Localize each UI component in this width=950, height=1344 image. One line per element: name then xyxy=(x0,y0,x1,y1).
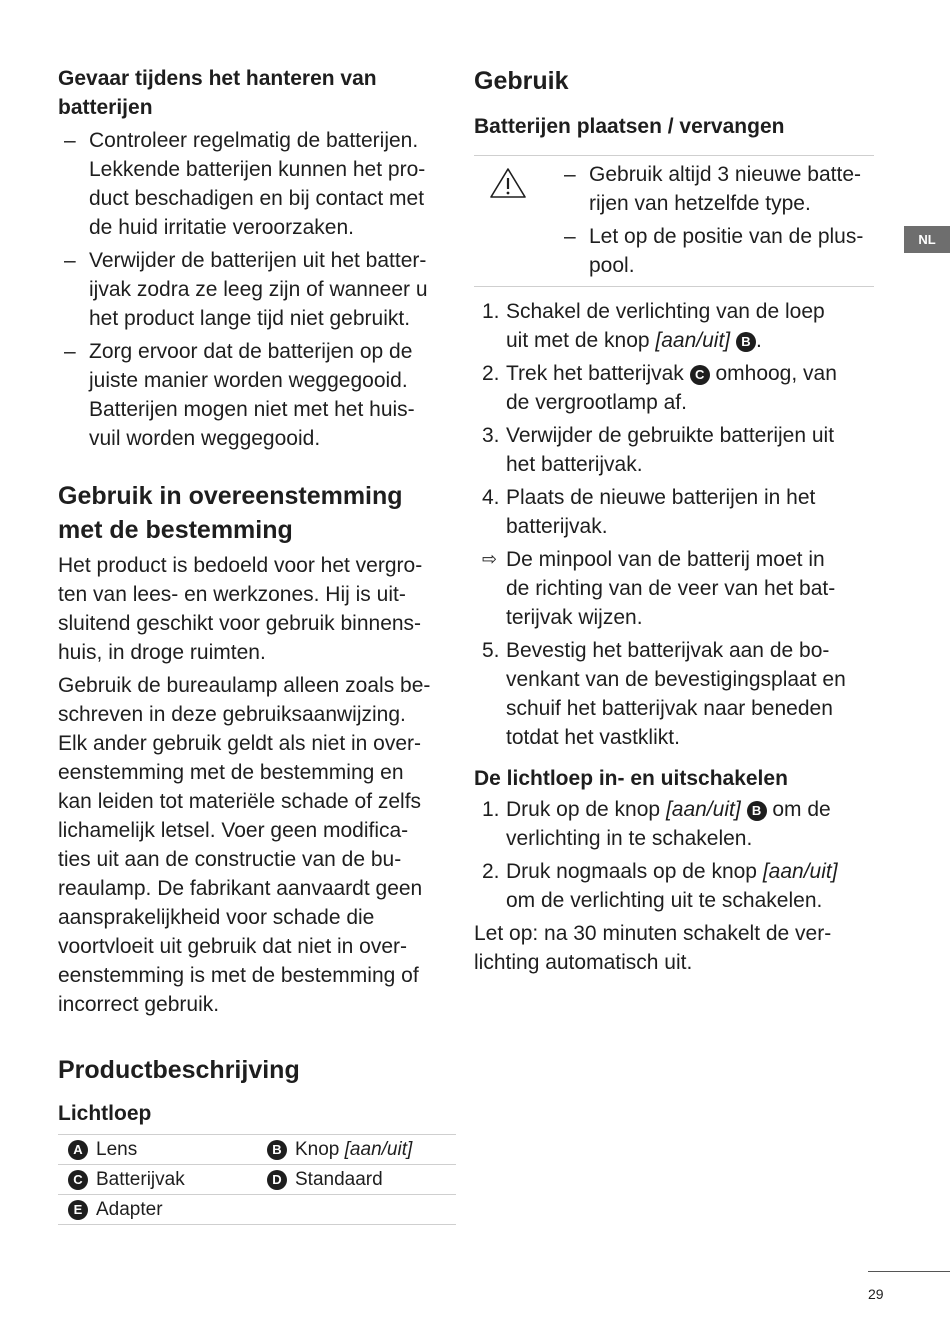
warning-triangle-icon xyxy=(474,160,558,280)
footer-divider xyxy=(868,1271,950,1272)
product-description-heading: Productbeschrijving xyxy=(58,1056,300,1084)
letter-badge-icon: E xyxy=(68,1200,88,1220)
batteries-subheading: Batterijen plaatsen / vervangen xyxy=(474,115,785,138)
list-item: – Gebruik altijd 3 nieuwe batte- rijen van hetzelfde type. xyxy=(558,160,874,218)
list-item: 4. Plaats de nieuwe batterijen in het batterijvak. xyxy=(482,486,816,538)
letter-badge-icon: B xyxy=(736,332,756,352)
page-number: 29 xyxy=(868,1286,884,1302)
part-a: A Lens xyxy=(58,1135,257,1165)
letter-badge-icon: D xyxy=(267,1170,287,1190)
parts-table xyxy=(58,1134,456,1225)
right-column xyxy=(474,64,874,977)
list-item: 1. Druk op de knop [aan/uit] B om de verlichting in te schakelen. xyxy=(482,798,831,850)
switching-subheading: De lichtloep in- en uitschakelen xyxy=(474,767,788,790)
left-column xyxy=(58,64,456,1225)
letter-badge-icon: C xyxy=(690,365,710,385)
list-item: 2. Trek het batterijvak C omhoog, van de vergrootlamp af. xyxy=(482,362,837,414)
table-row xyxy=(58,1135,456,1165)
battery-danger-list xyxy=(58,126,456,453)
warning-box xyxy=(474,155,874,287)
warning-list xyxy=(558,160,874,280)
list-item: 1. Schakel de verlichting van de loep uit met de knop [aan/uit] B . xyxy=(482,300,825,352)
part-d: D Standaard xyxy=(257,1165,456,1195)
intended-use-heading: Gebruik in overeenstemming met de bestemming xyxy=(58,482,403,544)
language-tab: NL xyxy=(904,226,950,253)
letter-badge-icon: B xyxy=(747,801,767,821)
intended-use-paragraph-2: Gebruik de bureaulamp alleen zoals be- schreven in deze gebruiksaanwijzing. Elk ander gebruik geldt als niet in over- eenstemming met de bestemming en kan leiden tot materiële schade of zelfs lichamelijk letsel. Voer geen modifica- ties uit aan de constructie van de bu- reaulamp. De fabrikant aanvaardt geen aansprakelijkheid voor schade die voortvloeit uit gebruik dat niet in over- eenstemming is met de bestemming of incorrect gebruik. xyxy=(58,674,431,1016)
list-item: ⇨ De minpool van de batterij moet in de richting van de veer van het bat- terijvak wijzen. xyxy=(474,545,874,632)
part-c: C Batterijvak xyxy=(58,1165,257,1195)
list-item: 3. Verwijder de gebruikte batterijen uit het batterijvak. xyxy=(482,424,835,476)
table-row xyxy=(58,1165,456,1195)
table-row xyxy=(58,1195,456,1225)
battery-danger-heading: Gevaar tijdens het hanteren van batterijen xyxy=(58,67,377,119)
list-item: – Let op de positie van de plus- pool. xyxy=(558,222,874,280)
battery-steps-list xyxy=(474,297,874,752)
list-item: 2. Druk nogmaals op de knop [aan/uit] om de verlichting uit te schakelen. xyxy=(482,860,838,912)
letter-badge-icon: B xyxy=(267,1140,287,1160)
product-subheading: Lichtloep xyxy=(58,1102,152,1125)
list-item: – Zorg ervoor dat de batterijen op de juiste manier worden weggegooid. Batterijen mogen niet met het huis- vuil worden weggegooid. xyxy=(58,337,456,453)
auto-off-note: Let op: na 30 minuten schakelt de ver- lichting automatisch uit. xyxy=(474,922,832,974)
intended-use-paragraph-1: Het product is bedoeld voor het vergro- ten van lees- en werkzones. Hij is uit- sluitend geschikt voor gebruik binnens- huis, in droge ruimten. xyxy=(58,554,423,664)
list-item: 5. Bevestig het batterijvak aan de bo- venkant van de bevestigingsplaat en schuif het batterijvak naar beneden totdat het vastklikt. xyxy=(482,639,846,749)
list-item: – Controleer regelmatig de batterijen. Lekkende batterijen kunnen het pro- duct beschadigen en bij contact met de huid irritatie veroorzaken. xyxy=(58,126,456,242)
switching-steps-list xyxy=(474,795,874,915)
part-b: B Knop [aan/uit] xyxy=(257,1135,456,1165)
letter-badge-icon: A xyxy=(68,1140,88,1160)
list-item: – Verwijder de batterijen uit het batter- ijvak zodra ze leeg zijn of wanneer u het product lange tijd niet gebruikt. xyxy=(58,246,456,333)
result-arrow-icon: ⇨ xyxy=(482,549,498,569)
usage-heading: Gebruik xyxy=(474,67,569,95)
part-e: E Adapter xyxy=(58,1195,257,1225)
letter-badge-icon: C xyxy=(68,1170,88,1190)
